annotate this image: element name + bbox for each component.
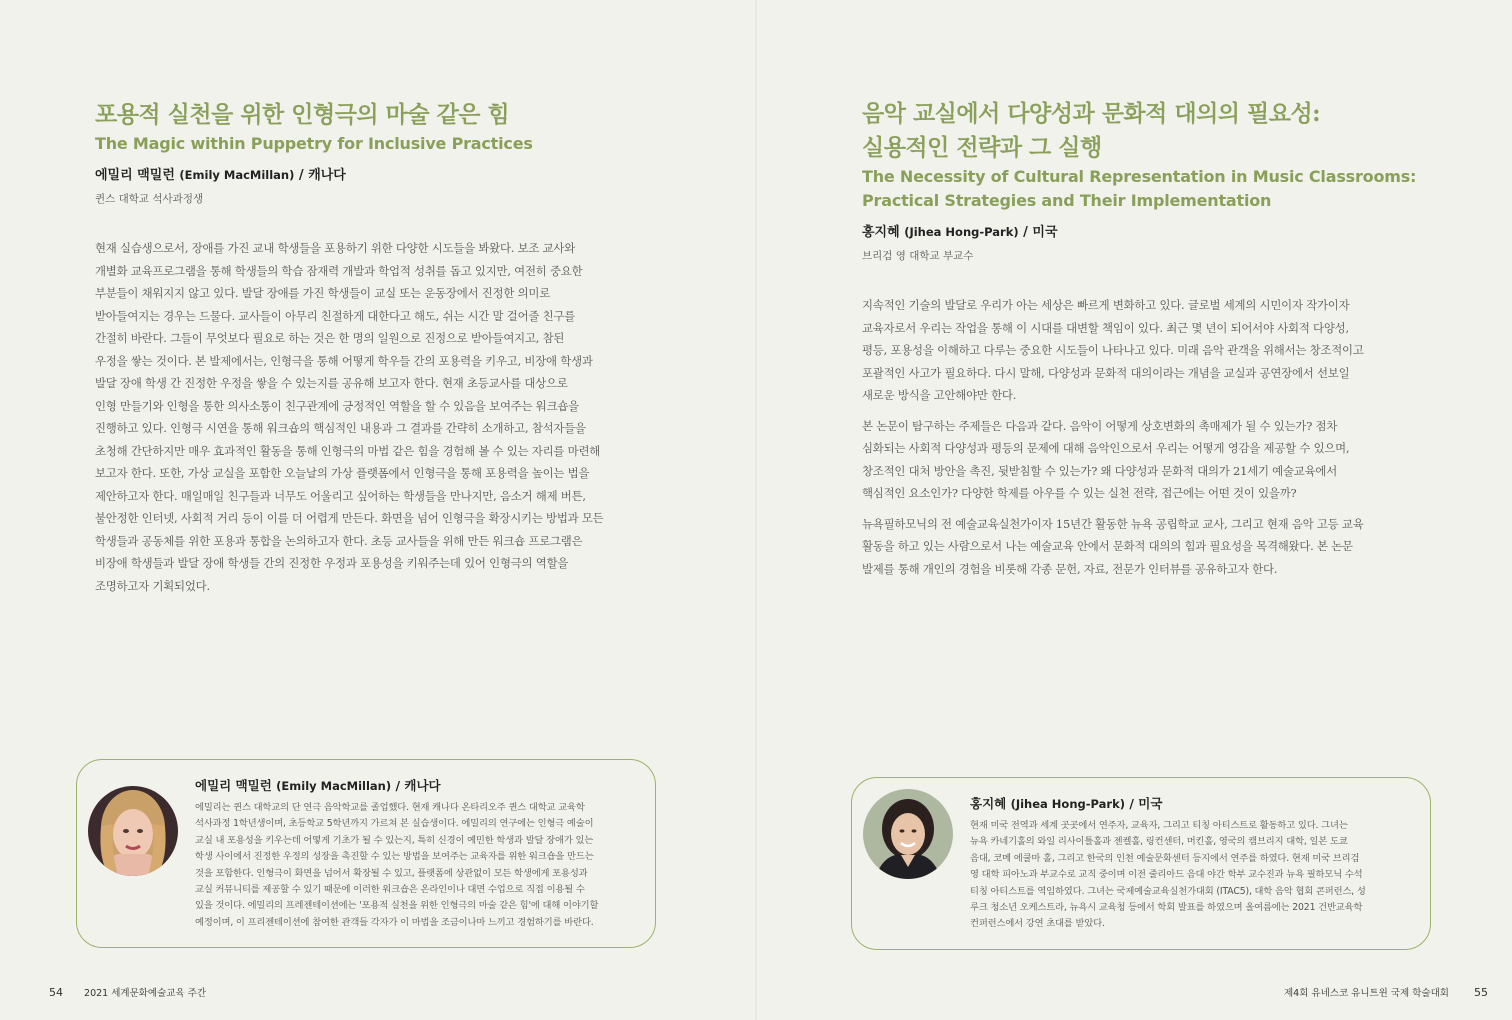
left-abstract	[95, 237, 630, 597]
abstract-line: 심화되는 사회적 다양성과 평등의 문제에 대해 음악인으로서 우리는 어떻게 영감을 제공할 수 있으며,	[862, 441, 1350, 455]
right-author-name: 홍지혜	[862, 225, 905, 240]
abstract-line: 비장애 학생들과 발달 장애 학생들 간의 진정한 우정과 포용성을 키워주는데 있어 인형극의 역할을	[95, 556, 569, 570]
right-bio-name-korean: 홍지혜	[970, 796, 1011, 811]
abstract-line: 초청해 간단하지만 매우 효과적인 활동을 통해 인형극의 마법 같은 힘을 경험해 볼 수 있는 자리를 마련해	[95, 443, 601, 458]
abstract-line: 인형 만들기와 인형을 통한 의사소통이 친구관계에 긍정적인 역할을 할 수 있음을 보여주는 워크숍을	[95, 398, 579, 413]
right-bio-country: / 미국	[1124, 796, 1163, 811]
bio-line: 학생 사이에서 진정한 우정의 성장을 촉진할 수 있는 방법을 보여주는 교육자를 위한 워크숍을 만드는	[195, 851, 594, 863]
bio-line: 예정이며, 이 프리젠테이션에 참여한 관객들 각자가 이 마법을 조금이나마 느끼고 경험하기를 바란다.	[195, 916, 594, 928]
right-author	[862, 223, 1058, 242]
left-page-number: 54	[49, 986, 63, 999]
bio-line: 컨퍼런스에서 강연 초대를 받았다.	[970, 918, 1105, 930]
bio-line: 음대, 코메 에쿨마 홀, 그리고 한국의 인천 예술문화센터 등지에서 연주를 하였다. 현재 미국 브리검	[970, 852, 1360, 864]
abstract-line: 조명하고자 기획되었다.	[95, 578, 210, 593]
avatar	[863, 789, 953, 879]
bio-line: 것을 포함한다. 인형극이 화면을 넘어서 확장될 수 있고, 플랫폼에 상관없이 모든 학생에게 포용성과	[195, 867, 588, 879]
abstract-line: 뉴욕필하모닉의 전 예술교육실천가이자 15년간 활동한 뉴욕 공립학교 교사, 그리고 현재 음악 고등 교육	[862, 516, 1364, 531]
bio-line: 있을 것이다. 에밀리의 프레젠테이션에는 '포용적 실천을 위한 인형극의 마술 같은 힘'에 대해 이야기할	[195, 900, 599, 912]
abstract-line: 보고자 한다. 또한, 가상 교실을 포함한 오늘날의 가상 플랫폼에서 인형극을 통해 포용력을 높이는 법을	[95, 466, 590, 480]
abstract-line: 부분들이 채워지지 않고 있다. 발달 장애를 가진 학생들이 교실 또는 운동장에서 진정한 의미로	[95, 286, 550, 300]
right-abstract	[862, 294, 1397, 588]
abstract-line: 평등, 포용성을 이해하고 다루는 중요한 시도들이 나타나고 있다. 미래 음악 관객을 위해서는 창조적이고	[862, 343, 1364, 357]
left-footer-title: 2021 세계문화예술교육 주간	[84, 988, 207, 999]
abstract-line: 현재 실습생으로서, 장애를 가진 교내 학생들을 포용하기 위한 다양한 시도들을 봐왔다. 보조 교사와	[95, 241, 576, 255]
right-abstract-paragraph-3	[862, 513, 1397, 581]
abstract-line: 지속적인 기술의 발달로 우리가 아는 세상은 빠르게 변화하고 있다. 글로벌 세계의 시민이자 작가이자	[862, 298, 1350, 312]
abstract-line: 활동을 하고 있는 사람으로서 나는 예술교육 안에서 문화적 대의의 힘과 필요성을 목격해왔다. 본 논문	[862, 539, 1353, 553]
left-author	[95, 166, 346, 185]
left-abstract-lines	[95, 237, 630, 597]
left-author-country: / 캐나다	[294, 168, 346, 183]
right-author-country: / 미국	[1018, 225, 1058, 240]
right-title-korean-line2: 실용적인 전략과 그 실행	[862, 134, 1102, 161]
abstract-line: 발달 장애 학생 간 진정한 우정을 쌓을 수 있는지를 공유해 보고자 한다. 현재 초등교사를 대상으로	[95, 376, 568, 390]
bio-line: 석사과정 1학년생이며, 초등학교 5학년까지 가르쳐 본 실습생이다. 에밀리의 연구에는 인형극 예술이	[195, 818, 594, 830]
left-bio-text	[195, 800, 645, 931]
left-bio-name-korean: 에밀리 맥밀런	[195, 778, 277, 793]
right-bio-name-english: (Jihea Hong-Park)	[1010, 797, 1125, 811]
right-title-english-line2: Practical Strategies and Their Implementation	[862, 191, 1272, 210]
right-bio-box	[851, 777, 1431, 950]
left-bio-box	[76, 759, 656, 948]
right-abstract-paragraph-1	[862, 294, 1397, 407]
left-author-english: (Emily MacMillan)	[179, 168, 295, 182]
bio-line: 현재 미국 전역과 세계 곳곳에서 연주자, 교육자, 그리고 티칭 아티스트로 활동하고 있다. 그녀는	[970, 820, 1348, 831]
left-bio-name-english: (Emily MacMillan)	[276, 779, 392, 793]
abstract-line: 새로운 방식을 고안해야만 한다.	[862, 388, 1017, 402]
abstract-line: 간절히 바란다. 그들이 무엇보다 필요로 하는 것은 한 명의 일원으로 진정으로 받아들여지고, 참된	[95, 331, 565, 345]
bio-line: 에밀리는 퀸스 대학교의 단 연극 음악학교를 졸업했다. 현재 캐나다 온타리오주 퀸스 대학교 교육학	[195, 802, 585, 813]
right-abstract-paragraph-2	[862, 415, 1397, 505]
bio-line: 영 대학 피아노과 부교수로 교직 중이며 이전 줄리아드 음대 야간 학부 교수진과 뉴욕 필하모닉 수석	[970, 869, 1363, 881]
abstract-line: 포괄적인 사고가 필요하다. 다시 말해, 다양성과 문화적 대의이라는 개념을 교실과 공연장에서 선보일	[862, 365, 1350, 380]
left-title-korean: 포용적 실천을 위한 인형극의 마술 같은 힘	[95, 101, 510, 128]
left-bio-country: / 캐나다	[391, 778, 441, 793]
bio-line: 교실 내 포용성을 키우는데 어떻게 기초가 될 수 있는지, 특히 신경이 예민한 학생과 발달 장애가 있는	[195, 834, 594, 846]
right-page	[756, 0, 1512, 1020]
abstract-line: 진행하고 있다. 인형극 시연을 통해 워크숍의 핵심적인 내용과 그 결과를 간략히 소개하고, 참석자들을	[95, 421, 586, 435]
abstract-line: 창조적인 대처 방안을 촉진, 뒷받침할 수 있는가? 왜 다양성과 문화적 대의가 21세기 예술교육에서	[862, 463, 1338, 478]
abstract-line: 우정을 쌓는 것이다. 본 발제에서는, 인형극을 통해 어떻게 학우들 간의 포용력을 키우고, 비장애 학생과	[95, 353, 593, 368]
right-bio-name	[970, 794, 1162, 812]
left-author-name: 에밀리 맥밀런	[95, 168, 180, 183]
right-page-number: 55	[1474, 986, 1488, 999]
bio-line: 뉴욕 카네기홀의 와일 리사이틀홀과 젠켈홀, 링컨센터, 머킨홀, 영국의 캠브리지 대학, 일본 도쿄	[970, 836, 1348, 848]
right-title-korean-line1: 음악 교실에서 다양성과 문화적 대의의 필요성:	[862, 100, 1321, 127]
abstract-line: 본 논문이 탐구하는 주제들은 다음과 같다. 음악이 어떻게 상호변화의 촉매제가 될 수 있는가? 점차	[862, 418, 1338, 433]
left-footer	[49, 985, 206, 999]
abstract-line: 받아들여지는 경우는 드물다. 교사들이 아무리 친절하게 대한다고 해도, 쉬는 시간 말 걸어줄 친구를	[95, 308, 576, 323]
portrait-emily-image	[88, 786, 178, 876]
right-footer-title: 제4회 유네스코 유니트윈 국제 학술대회	[1284, 988, 1449, 999]
right-author-english: (Jihea Hong-Park)	[904, 225, 1019, 239]
avatar	[88, 786, 178, 876]
abstract-line: 발제를 통해 개인의 경험을 비롯해 각종 문헌, 자료, 전문가 인터뷰를 공유하고자 한다.	[862, 561, 1278, 576]
left-affiliation: 퀸스 대학교 석사과정생	[95, 193, 204, 205]
abstract-line: 핵심적인 요소인가? 다양한 학제를 아우를 수 있는 실천 전략, 접근에는 어떤 것이 있을까?	[862, 486, 1297, 500]
bio-line: 교실 커뮤니티를 제공할 수 있기 때문에 이러한 워크숍은 온라인이나 대면 수업으로 직접 이용될 수	[195, 884, 585, 896]
abstract-line: 학생들과 공동체를 위한 포용과 통합을 논의하고자 한다. 초등 교사들을 위해 만든 워크숍 프로그램은	[95, 533, 583, 548]
left-bio-name	[195, 776, 441, 794]
right-title-english-line1: The Necessity of Cultural Representation in Music Classrooms:	[862, 167, 1417, 186]
abstract-line: 불안정한 인터넷, 사회적 거리 등이 이를 더 어렵게 만든다. 화면을 넘어 인형극을 확장시키는 방법과 모든	[95, 511, 604, 525]
right-affiliation: 브리검 영 대학교 부교수	[862, 250, 974, 262]
portrait-jihea-image	[863, 789, 953, 879]
right-bio-text	[970, 818, 1425, 933]
left-title-english: The Magic within Puppetry for Inclusive Practices	[95, 134, 533, 153]
abstract-line: 개별화 교육프로그램을 통해 학생들의 학습 잠재력 개발과 학업적 성취를 돕고 있지만, 여전히 중요한	[95, 263, 583, 278]
right-footer	[1284, 985, 1488, 999]
abstract-line: 교육자로서 우리는 작업을 통해 이 시대를 대변할 책임이 있다. 최근 몇 년이 되어서야 사회적 다양성,	[862, 320, 1349, 335]
bio-line: 티칭 아티스트를 역임하였다. 그녀는 국제예술교육실천가대회 (ITAC5), 대학 음악 협회 콘퍼런스, 성	[970, 885, 1366, 897]
abstract-line: 제안하고자 한다. 매일매일 친구들과 너무도 어울리고 싶어하는 학생들을 만나지만, 음소거 해제 버튼,	[95, 488, 586, 503]
bio-line: 루크 청소년 오케스트라, 뉴욕시 교육청 등에서 학회 발표를 하였으며 올여름에는 2021 건반교육학	[970, 902, 1363, 914]
